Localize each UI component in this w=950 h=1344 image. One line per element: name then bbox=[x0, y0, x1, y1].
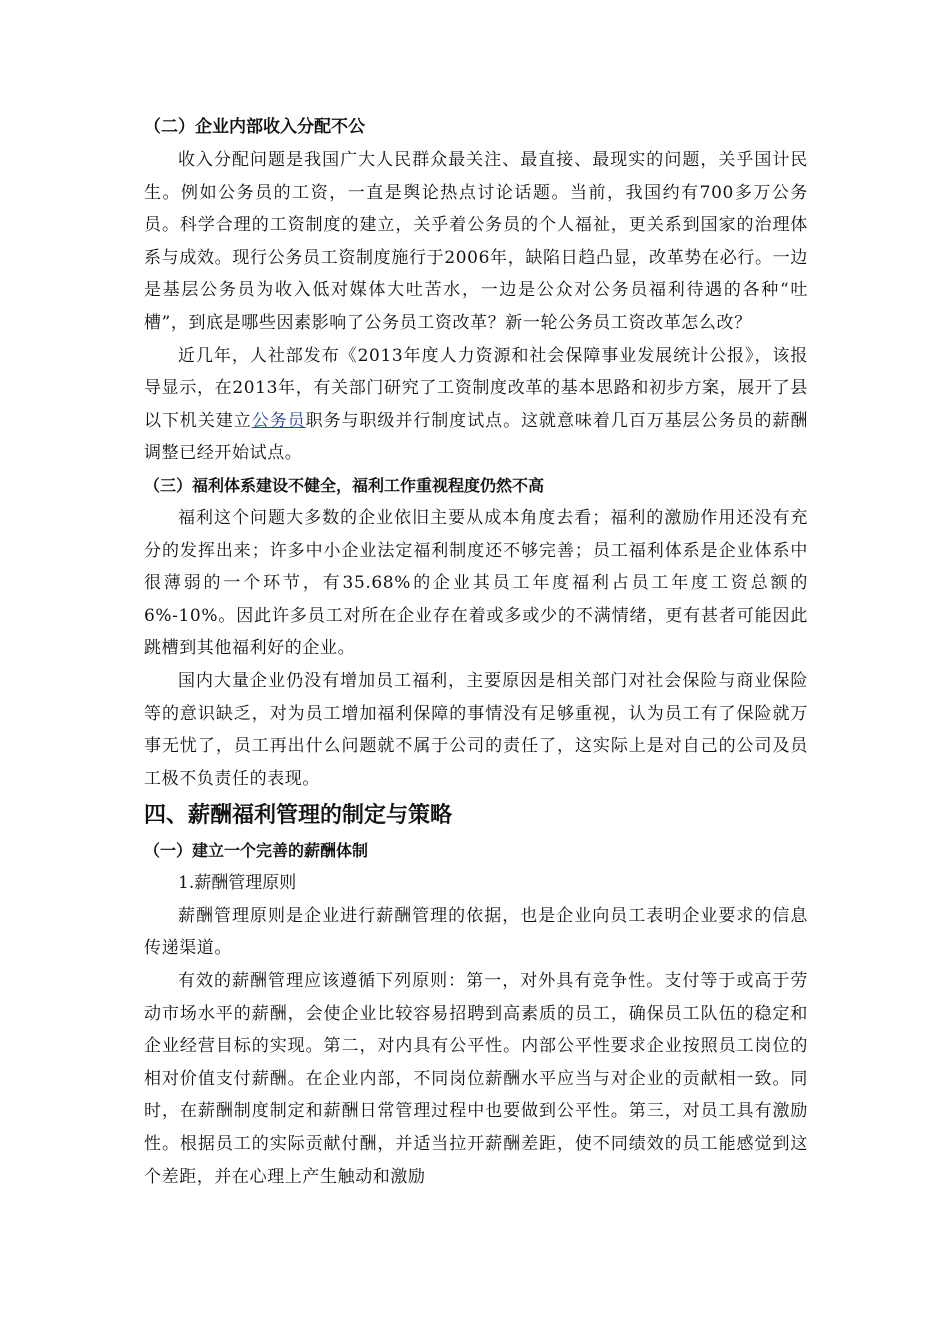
paragraph-effective-pay: 有效的薪酬管理应该遵循下列原则：第一，对外具有竞争性。支付等于或高于劳动市场水平的薪酬，会使企业比较容易招聘到高素质的员工，确保员工队伍的稳定和企业经营目标的实现。第二，对内具有公平性。内部公平性要求企业按照员工岗位的相对价值支付薪酬。在企业内部，不同岗位薪酬水平应当与对企业的贡献相一致。同时，在薪酬制度制定和薪酬日常管理过程中也要做到公平性。第三，对员工具有激励性。根据员工的实际贡献付酬，并适当拉开薪酬差距，使不同绩效的员工能感觉到这个差距，并在心理上产生触动和激励 bbox=[144, 971, 808, 1187]
subsection-heading-4-1: （一）建立一个完善的薪酬体制 bbox=[144, 841, 369, 861]
subsection-heading-2: （二）企业内部收入分配不公 bbox=[144, 117, 365, 137]
paragraph-text-after-link: 职务与职级并行制度试点。这就意味着几百万基层公务员的薪酬调整已经开始试点。 bbox=[144, 410, 808, 464]
document-body bbox=[144, 110, 808, 1193]
section-heading-4: 四、薪酬福利管理的制定与策略 bbox=[144, 803, 453, 829]
paragraph-pay-principles: 薪酬管理原则是企业进行薪酬管理的依据，也是企业向员工表明企业要求的信息传递渠道。 bbox=[144, 905, 808, 959]
civil-servant-link[interactable]: 公务员 bbox=[251, 410, 306, 431]
paragraph-welfare-cost: 福利这个问题大多数的企业依旧主要从成本角度去看；福利的激励作用还没有充分的发挥出来；许多中小企业法定福利制度还不够完善；员工福利体系是企业体系中很薄弱的一个环节，有35.68%的企业其员工年度福利占员工年度工资总额的6%-10%。因此许多员工对所在企业存在着或多或少的不满情绪，更有甚者可能因此跳槽到其他福利好的企业。 bbox=[144, 507, 808, 659]
paragraph-income-distribution: 收入分配问题是我国广大人民群众最关注、最直接、最现实的问题，关乎国计民生。例如公务员的工资，一直是舆论热点讨论话题。当前，我国约有700多万公务员。科学合理的工资制度的建立，关乎着公务员的个人福祉，更关系到国家的治理体系与成效。现行公务员工资制度施行于2006年，缺陷日趋凸显，改革势在必行。一边是基层公务员为收入低对媒体大吐苦水，一边是公众对公务员福利待遇的各种“吐槽”，到底是哪些因素影响了公务员工资改革？新一轮公务员工资改革怎么改？ bbox=[144, 150, 808, 333]
numbered-item-1: 1.薪酬管理原则 bbox=[178, 873, 297, 894]
paragraph-text-before-link: 近几年，人社部发布《2013年度人力资源和社会保障事业发展统计公报》，该报导显示，在2013年，有关部门研究了工资制度改革的基本思路和初步方案，展开了县以下机关建立 bbox=[144, 345, 808, 431]
paragraph-statistics-bulletin bbox=[144, 340, 808, 470]
paragraph-welfare-awareness: 国内大量企业仍没有增加员工福利，主要原因是相关部门对社会保险与商业保险等的意识缺乏，对为员工增加福利保障的事情没有足够重视，认为员工有了保险就万事无忧了，员工再出什么问题就不属于公司的责任了，这实际上是对自己的公司及员工极不负责任的表现。 bbox=[144, 670, 808, 789]
subsection-heading-3: （三）福利体系建设不健全，福利工作重视程度仍然不高 bbox=[144, 475, 545, 495]
